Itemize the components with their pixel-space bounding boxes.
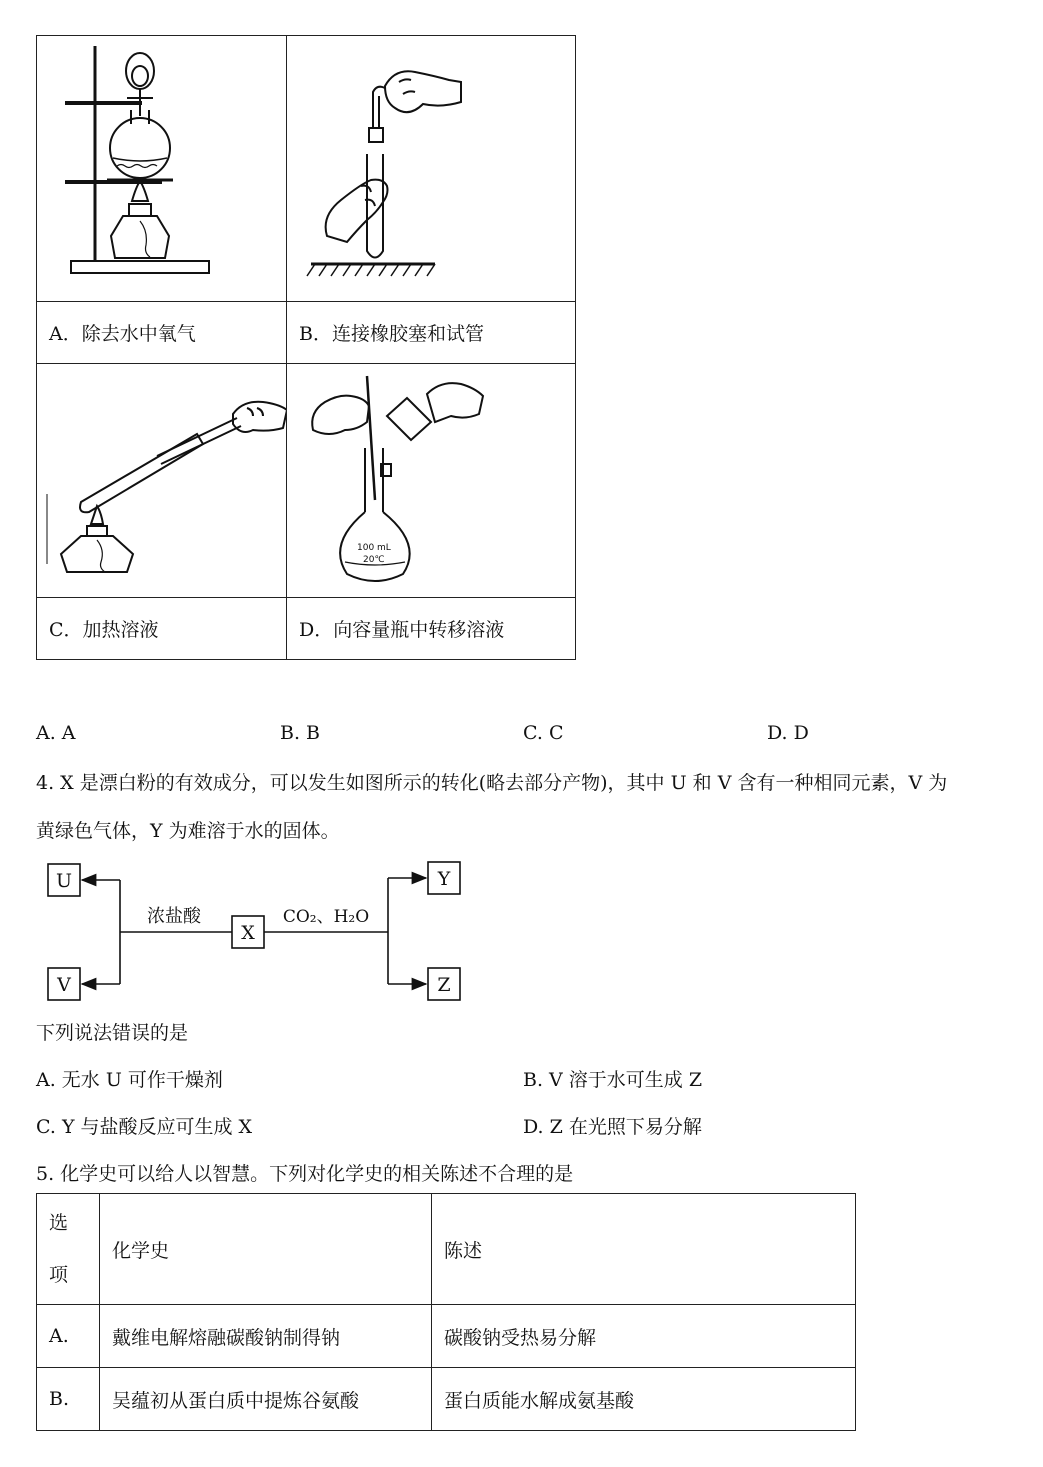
flask-temp-label: 20℃ <box>363 555 385 565</box>
q3-option-b[interactable]: B. B <box>280 722 321 744</box>
q4-option-b[interactable]: B. V 溶于水可生成 Z <box>523 1069 703 1091</box>
caption-c: C．加热溶液 <box>49 619 159 641</box>
table-row <box>37 1305 856 1368</box>
row-a-option: A. <box>37 1305 100 1368</box>
row-a-statement: 碳酸钠受热易分解 <box>432 1305 856 1368</box>
caption-a: A．除去水中氧气 <box>49 323 196 345</box>
cell-pic-a <box>37 36 287 302</box>
header-statement: 陈述 <box>432 1194 856 1305</box>
cell-caption-c <box>37 598 287 660</box>
chemistry-history-table <box>36 1193 856 1431</box>
apparatus-c-figure <box>37 364 286 597</box>
cell-caption-d <box>287 598 576 660</box>
q4-prompt: 下列说法错误的是 <box>36 1022 189 1044</box>
caption-d: D．向容量瓶中转移溶液 <box>299 619 505 641</box>
header-option-char1: 选 <box>49 1212 69 1234</box>
flask-volume-label: 100 mL <box>357 543 391 553</box>
label-v: V <box>57 974 71 996</box>
apparatus-table <box>36 35 576 660</box>
label-u: U <box>55 870 73 892</box>
row-b-statement: 蛋白质能水解成氨基酸 <box>432 1368 856 1431</box>
q4-stem-line1: 4. X 是漂白粉的有效成分，可以发生如图所示的转化(略去部分产物)，其中 U 和 V 含有一种相同元素，V 为 <box>36 772 948 794</box>
q4-option-d[interactable]: D. Z 在光照下易分解 <box>523 1116 702 1138</box>
label-y: Y <box>437 868 451 890</box>
q3-option-d[interactable]: D. D <box>767 722 809 744</box>
volumetric-flask-icon <box>287 364 575 597</box>
header-option <box>37 1194 100 1305</box>
q3-option-c[interactable]: C. C <box>523 722 564 744</box>
flask-boiling-icon <box>37 36 286 301</box>
apparatus-d-figure <box>287 364 575 597</box>
reagent-conc-hcl: 浓盐酸 <box>147 906 201 927</box>
reagent-co2-h2o: CO₂、H₂O <box>282 907 370 927</box>
cell-pic-b <box>287 36 576 302</box>
row-a-history: 戴维电解熔融碳酸钠制得钠 <box>100 1305 432 1368</box>
stopper-test-tube-icon <box>287 36 575 301</box>
heating-tube-icon <box>37 364 286 597</box>
q3-option-a[interactable]: A. A <box>36 722 76 744</box>
header-history: 化学史 <box>100 1194 432 1305</box>
q4-stem-line2: 黄绿色气体，Y 为难溶于水的固体。 <box>36 820 340 842</box>
q4-option-a[interactable]: A. 无水 U 可作干燥剂 <box>36 1069 223 1091</box>
apparatus-a-figure <box>37 36 286 301</box>
table-row <box>37 1368 856 1431</box>
transformation-diagram <box>44 858 474 1008</box>
q3-options <box>36 722 1016 748</box>
q5-stem: 5. 化学史可以给人以智慧。下列对化学史的相关陈述不合理的是 <box>36 1163 574 1185</box>
q4-option-c[interactable]: C. Y 与盐酸反应可生成 X <box>36 1116 253 1138</box>
cell-caption-b <box>287 302 576 364</box>
label-z: Z <box>437 974 451 996</box>
cell-pic-d <box>287 364 576 598</box>
caption-b: B．连接橡胶塞和试管 <box>299 323 484 345</box>
label-x: X <box>241 922 255 944</box>
cell-pic-c <box>37 364 287 598</box>
row-b-history: 吴蕴初从蛋白质中提炼谷氨酸 <box>100 1368 432 1431</box>
header-option-char2: 项 <box>49 1264 69 1286</box>
apparatus-b-figure <box>287 36 575 301</box>
row-b-option: B. <box>37 1368 100 1431</box>
cell-caption-a <box>37 302 287 364</box>
